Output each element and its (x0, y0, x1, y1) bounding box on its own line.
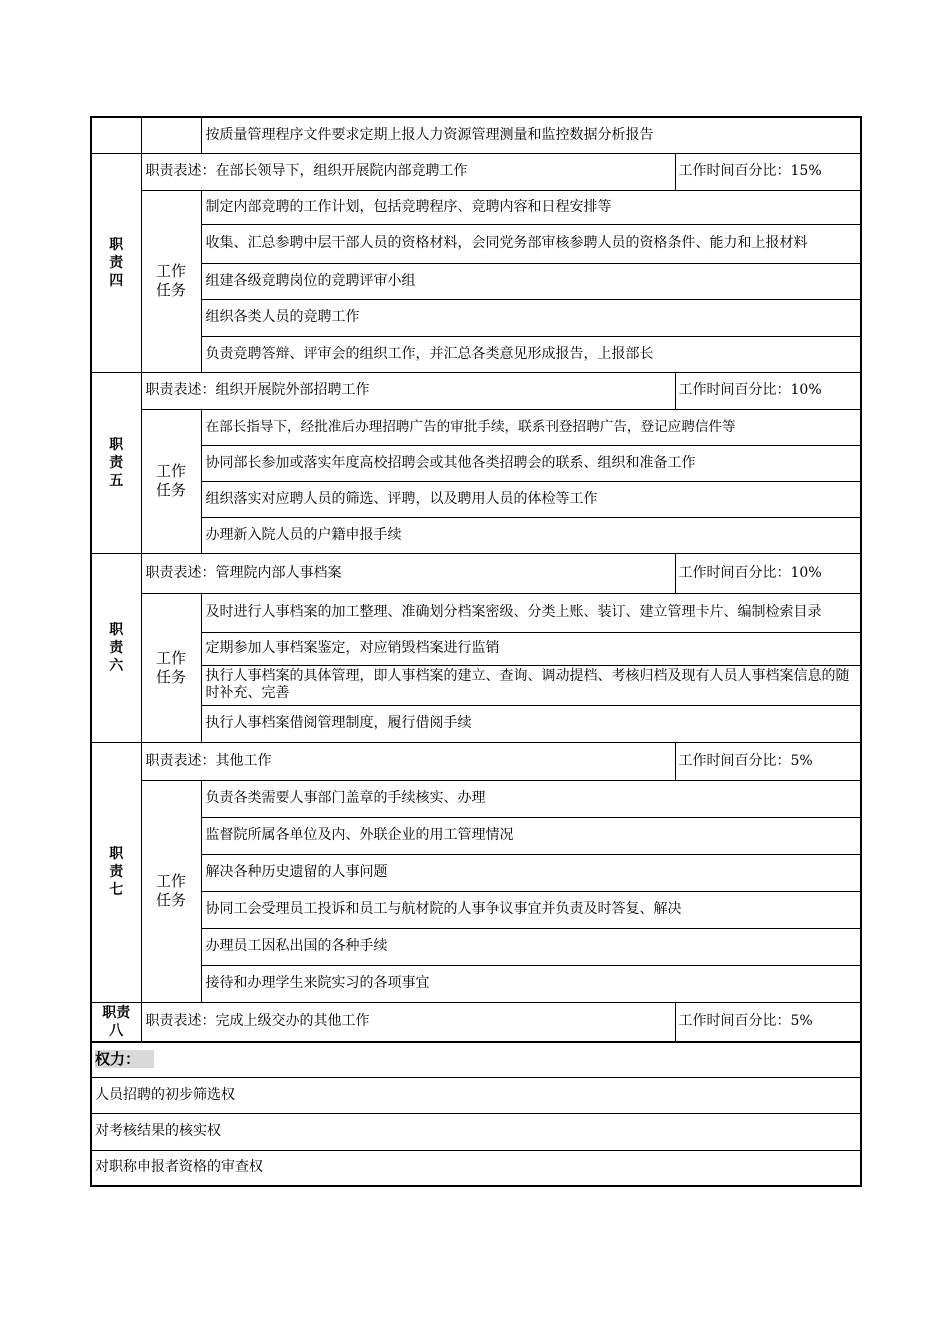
task-item: 执行人事档案的具体管理，即人事档案的建立、查询、调动提档、考核归档及现有人员人事档案信息的随时补充、完善 (201, 665, 861, 705)
table-row (91, 190, 861, 224)
task-item: 制定内部竞聘的工作计划，包括竞聘程序、竞聘内容和日程安排等 (201, 190, 861, 224)
duty-row (91, 742, 861, 780)
duty-row (91, 153, 861, 190)
time-percentage: 工作时间百分比：10% (675, 372, 861, 409)
power-row (91, 1150, 861, 1186)
task-item: 执行人事档案借阅管理制度，履行借阅手续 (201, 705, 861, 742)
task-item: 及时进行人事档案的加工整理、准确划分档案密级、分类上账、装订、建立管理卡片、编制检索目录 (201, 593, 861, 632)
duty-label (91, 1002, 141, 1042)
time-percentage: 工作时间百分比：5% (675, 1002, 861, 1042)
duty-description: 职责表述：完成上级交办的其他工作 (141, 1002, 675, 1042)
powers-heading-text: 权力： (95, 1050, 154, 1068)
table-row (91, 632, 861, 665)
duty-row (91, 553, 861, 593)
duty-description: 职责表述：在部长领导下，组织开展院内部竞聘工作 (141, 153, 675, 190)
table-row (91, 817, 861, 854)
task-item: 定期参加人事档案鉴定，对应销毁档案进行监销 (201, 632, 861, 665)
task-item: 组建各级竞聘岗位的竞聘评审小组 (201, 263, 861, 299)
work-task-label (141, 780, 201, 1002)
task-item: 解决各种历史遗留的人事问题 (201, 854, 861, 891)
table-row (91, 299, 861, 336)
powers-heading (91, 1042, 861, 1077)
work-task-label-text: 工作任务 (155, 648, 186, 686)
duty-label-text: 职责四 (109, 236, 124, 289)
task-item: 组织落实对应聘人员的筛选、评聘，以及聘用人员的体检等工作 (201, 481, 861, 517)
table-row (91, 891, 861, 928)
task-item: 监督院所属各单位及内、外联企业的用工管理情况 (201, 817, 861, 854)
power-row (91, 1077, 861, 1113)
work-task-label-text: 工作任务 (155, 262, 186, 299)
duty-label-text: 职责八 (102, 1004, 131, 1039)
table-row (91, 336, 861, 372)
duty-label (91, 553, 141, 742)
work-task-label-text: 工作任务 (155, 872, 186, 909)
table-row (91, 854, 861, 891)
job-description-document (90, 116, 860, 1187)
duty-label-text: 职责七 (109, 846, 124, 898)
table-row (91, 517, 861, 553)
duty-label (91, 153, 141, 372)
work-task-label-text: 工作任务 (155, 462, 186, 499)
task-item: 组织各类人员的竞聘工作 (201, 299, 861, 336)
duty-description: 职责表述：其他工作 (141, 742, 675, 780)
duties-table (90, 116, 862, 1187)
duty-label (91, 742, 141, 1002)
task-item: 在部长指导下，经批准后办理招聘广告的审批手续，联系刊登招聘广告，登记应聘信件等 (201, 409, 861, 445)
empty-cell (141, 117, 201, 153)
table-row (91, 705, 861, 742)
table-row (91, 409, 861, 445)
task-item: 按质量管理程序文件要求定期上报人力资源管理测量和监控数据分析报告 (201, 117, 861, 153)
duty-description: 职责表述：组织开展院外部招聘工作 (141, 372, 675, 409)
table-row (91, 665, 861, 705)
table-row (91, 928, 861, 965)
time-percentage: 工作时间百分比：10% (675, 553, 861, 593)
duty-row (91, 1002, 861, 1042)
table-row (91, 224, 861, 263)
task-item: 接待和办理学生来院实习的各项事宜 (201, 965, 861, 1002)
duty-description: 职责表述：管理院内部人事档案 (141, 553, 675, 593)
duty-label-text: 职责五 (109, 436, 124, 489)
duty-label-text: 职责六 (109, 621, 124, 674)
empty-cell (91, 117, 141, 153)
table-row (91, 965, 861, 1002)
task-item: 负责各类需要人事部门盖章的手续核实、办理 (201, 780, 861, 817)
table-row (91, 481, 861, 517)
duty-row (91, 372, 861, 409)
task-item: 负责竞聘答辩、评审会的组织工作，并汇总各类意见形成报告，上报部长 (201, 336, 861, 372)
work-task-label (141, 593, 201, 742)
work-task-label (141, 409, 201, 553)
power-item: 对考核结果的核实权 (91, 1113, 861, 1150)
table-row (91, 117, 861, 153)
task-item: 协同工会受理员工投诉和员工与航材院的人事争议事宜并负责及时答复、解决 (201, 891, 861, 928)
table-row (91, 263, 861, 299)
work-task-label (141, 190, 201, 372)
powers-header-row (91, 1042, 861, 1077)
task-item: 办理员工因私出国的各种手续 (201, 928, 861, 965)
time-percentage: 工作时间百分比：15% (675, 153, 861, 190)
duty-label (91, 372, 141, 553)
table-row (91, 445, 861, 481)
task-item: 办理新入院人员的户籍申报手续 (201, 517, 861, 553)
power-item: 对职称申报者资格的审查权 (91, 1150, 861, 1186)
power-row (91, 1113, 861, 1150)
table-row (91, 593, 861, 632)
time-percentage: 工作时间百分比：5% (675, 742, 861, 780)
task-item: 收集、汇总参聘中层干部人员的资格材料，会同党务部审核参聘人员的资格条件、能力和上报材料 (201, 224, 861, 263)
power-item: 人员招聘的初步筛选权 (91, 1077, 861, 1113)
table-row (91, 780, 861, 817)
task-item: 协同部长参加或落实年度高校招聘会或其他各类招聘会的联系、组织和准备工作 (201, 445, 861, 481)
